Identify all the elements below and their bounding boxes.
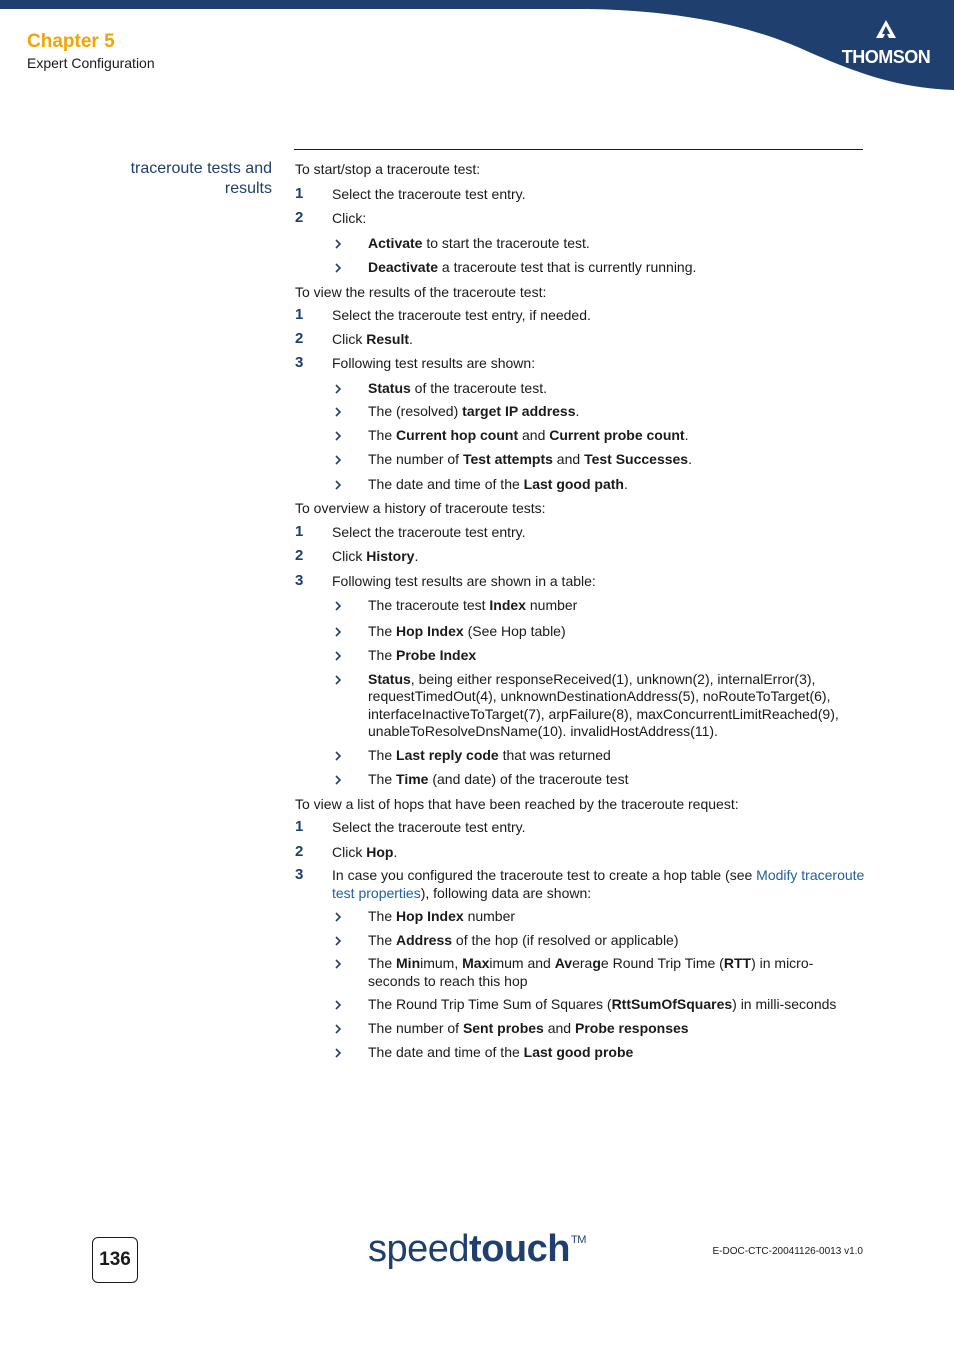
bullet-text: The Address of the hop (if resolved or applicable) bbox=[368, 931, 679, 948]
chevron-right-icon bbox=[335, 384, 341, 394]
bullet-item bbox=[295, 1020, 865, 1038]
step-text: Click History. bbox=[332, 548, 419, 564]
bullet-text: The Time (and date) of the traceroute test bbox=[368, 771, 629, 787]
step-text: Select the traceroute test entry, if needed. bbox=[332, 307, 591, 323]
chapter-label: Chapter 5 bbox=[27, 31, 115, 52]
step-text: Select the traceroute test entry. bbox=[332, 819, 526, 835]
speedtouch-logo bbox=[368, 1228, 586, 1271]
bullet-item bbox=[295, 671, 865, 741]
numbered-step bbox=[295, 210, 865, 228]
chevron-right-icon bbox=[335, 959, 341, 969]
step-number: 3 bbox=[295, 354, 304, 371]
section-title-line1: traceroute tests and bbox=[130, 160, 272, 177]
bullet-text: The Minimum, Maximum and Average Round Trip Time (RTT) in micro-seconds to reach this hop bbox=[368, 955, 814, 989]
bullet-text: The Last reply code that was returned bbox=[368, 746, 611, 763]
bullet-text: The date and time of the Last good probe bbox=[368, 1044, 634, 1060]
step-number: 1 bbox=[295, 818, 304, 835]
step-number: 2 bbox=[295, 329, 304, 347]
numbered-step bbox=[295, 331, 865, 349]
bullet-text: The (resolved) target IP address. bbox=[368, 403, 580, 419]
logo-touch: touch bbox=[469, 1228, 570, 1270]
bullet-item bbox=[295, 996, 865, 1014]
bullet-text: The Hop Index (See Hop table) bbox=[368, 622, 566, 639]
bullet-text: Deactivate a traceroute test that is currently running. bbox=[368, 259, 697, 275]
body-content bbox=[295, 161, 865, 1062]
chevron-right-icon bbox=[335, 1024, 341, 1034]
chevron-right-icon bbox=[335, 455, 341, 465]
chevron-right-icon bbox=[335, 263, 341, 273]
numbered-step bbox=[295, 355, 865, 373]
chevron-right-icon bbox=[335, 936, 341, 946]
step-number: 2 bbox=[295, 209, 304, 226]
bullet-text: Status, being either responseReceived(1), unknown(2), internalError(3), requestTimedOut(4), unknownDestinationAddress(5), noRouteToTarget(6), interfaceInactiveToTarget(7), arpFailure(8), maxConcurrentLimitReached(9), unableToResolveDnsName(10). invalidHostAddress(11). bbox=[368, 670, 839, 739]
section-title bbox=[100, 159, 272, 199]
bullet-text: The date and time of the Last good path. bbox=[368, 475, 628, 492]
thomson-logo bbox=[838, 20, 934, 68]
step-text: Select the traceroute test entry. bbox=[332, 523, 526, 540]
paragraph: To view the results of the traceroute test: bbox=[295, 283, 547, 300]
bullet-text: The Round Trip Time Sum of Squares (RttSumOfSquares) in milli-seconds bbox=[368, 996, 837, 1012]
brand-wordmark: THOMSON bbox=[841, 47, 931, 67]
paragraph: To overview a history of traceroute tests: bbox=[295, 500, 546, 516]
chevron-right-icon bbox=[335, 431, 341, 441]
paragraph: To view a list of hops that have been reached by the traceroute request: bbox=[295, 795, 739, 812]
bullet-text: The Current hop count and Current probe count. bbox=[368, 426, 689, 443]
bullet-item bbox=[295, 647, 865, 665]
numbered-step bbox=[295, 573, 865, 591]
bullet-item bbox=[295, 476, 865, 494]
chevron-right-icon bbox=[335, 651, 341, 661]
numbered-step bbox=[295, 548, 865, 566]
bullet-text: The number of Test attempts and Test Successes. bbox=[368, 451, 692, 467]
step-number: 1 bbox=[295, 184, 304, 202]
chevron-right-icon bbox=[335, 1000, 341, 1010]
numbered-step bbox=[295, 186, 865, 204]
bullet-item bbox=[295, 451, 865, 469]
bullet-item bbox=[295, 1044, 865, 1062]
chevron-right-icon bbox=[335, 239, 341, 249]
numbered-step bbox=[295, 524, 865, 542]
thomson-emblem-icon bbox=[874, 20, 898, 40]
page-number: 136 bbox=[92, 1237, 138, 1283]
bullet-item bbox=[295, 403, 865, 421]
bullet-item bbox=[295, 932, 865, 950]
section-rule bbox=[294, 149, 863, 150]
step-text: Following test results are shown in a table: bbox=[332, 572, 596, 589]
step-text: Click: bbox=[332, 210, 367, 226]
logo-speed: speed bbox=[368, 1228, 470, 1270]
bullet-text: The Hop Index number bbox=[368, 908, 516, 924]
step-text: Select the traceroute test entry. bbox=[332, 185, 526, 202]
chevron-right-icon bbox=[335, 601, 341, 611]
chevron-right-icon bbox=[335, 912, 341, 922]
step-text: Click Hop. bbox=[332, 843, 398, 860]
bullet-item bbox=[295, 623, 865, 641]
chevron-right-icon bbox=[335, 1048, 341, 1058]
bullet-item bbox=[295, 597, 865, 615]
step-number: 1 bbox=[295, 522, 304, 540]
step-number: 3 bbox=[295, 866, 304, 883]
step-text: Click Result. bbox=[332, 330, 413, 347]
bullet-item bbox=[295, 380, 865, 398]
bullet-text: The number of Sent probes and Probe responses bbox=[368, 1019, 689, 1036]
step-number: 2 bbox=[295, 842, 304, 860]
step-number: 3 bbox=[295, 571, 304, 589]
bullet-item bbox=[295, 908, 865, 926]
bullet-item bbox=[295, 955, 865, 990]
step-text: In case you configured the traceroute test to create a hop table (see Modify traceroute test properties), following data are shown: bbox=[332, 867, 865, 901]
chevron-right-icon bbox=[335, 480, 341, 490]
bullet-item bbox=[295, 259, 865, 277]
chapter-subtitle: Expert Configuration bbox=[27, 55, 155, 71]
bullet-item bbox=[295, 747, 865, 765]
bullet-text: Status of the traceroute test. bbox=[368, 379, 547, 396]
step-number: 1 bbox=[295, 306, 304, 323]
paragraph: To start/stop a traceroute test: bbox=[295, 161, 481, 177]
numbered-step bbox=[295, 844, 865, 862]
step-number: 2 bbox=[295, 547, 304, 564]
document-id: E-DOC-CTC-20041126-0013 v1.0 bbox=[712, 1246, 863, 1257]
numbered-step bbox=[295, 867, 865, 902]
bullet-text: The traceroute test Index number bbox=[368, 597, 578, 613]
numbered-step bbox=[295, 307, 865, 325]
header-banner bbox=[0, 0, 954, 95]
step-text: Following test results are shown: bbox=[332, 355, 536, 371]
chevron-right-icon bbox=[335, 627, 341, 637]
logo-trademark: TM bbox=[570, 1234, 586, 1246]
chevron-right-icon bbox=[335, 407, 341, 417]
chevron-right-icon bbox=[335, 775, 341, 785]
bullet-text: Activate to start the traceroute test. bbox=[368, 234, 590, 251]
chevron-right-icon bbox=[335, 675, 341, 685]
bullet-item bbox=[295, 771, 865, 789]
bullet-item bbox=[295, 235, 865, 253]
section-title-line2: results bbox=[224, 180, 272, 197]
bullet-text: The Probe Index bbox=[368, 647, 477, 663]
bullet-item bbox=[295, 427, 865, 445]
chevron-right-icon bbox=[335, 751, 341, 761]
numbered-step bbox=[295, 819, 865, 837]
